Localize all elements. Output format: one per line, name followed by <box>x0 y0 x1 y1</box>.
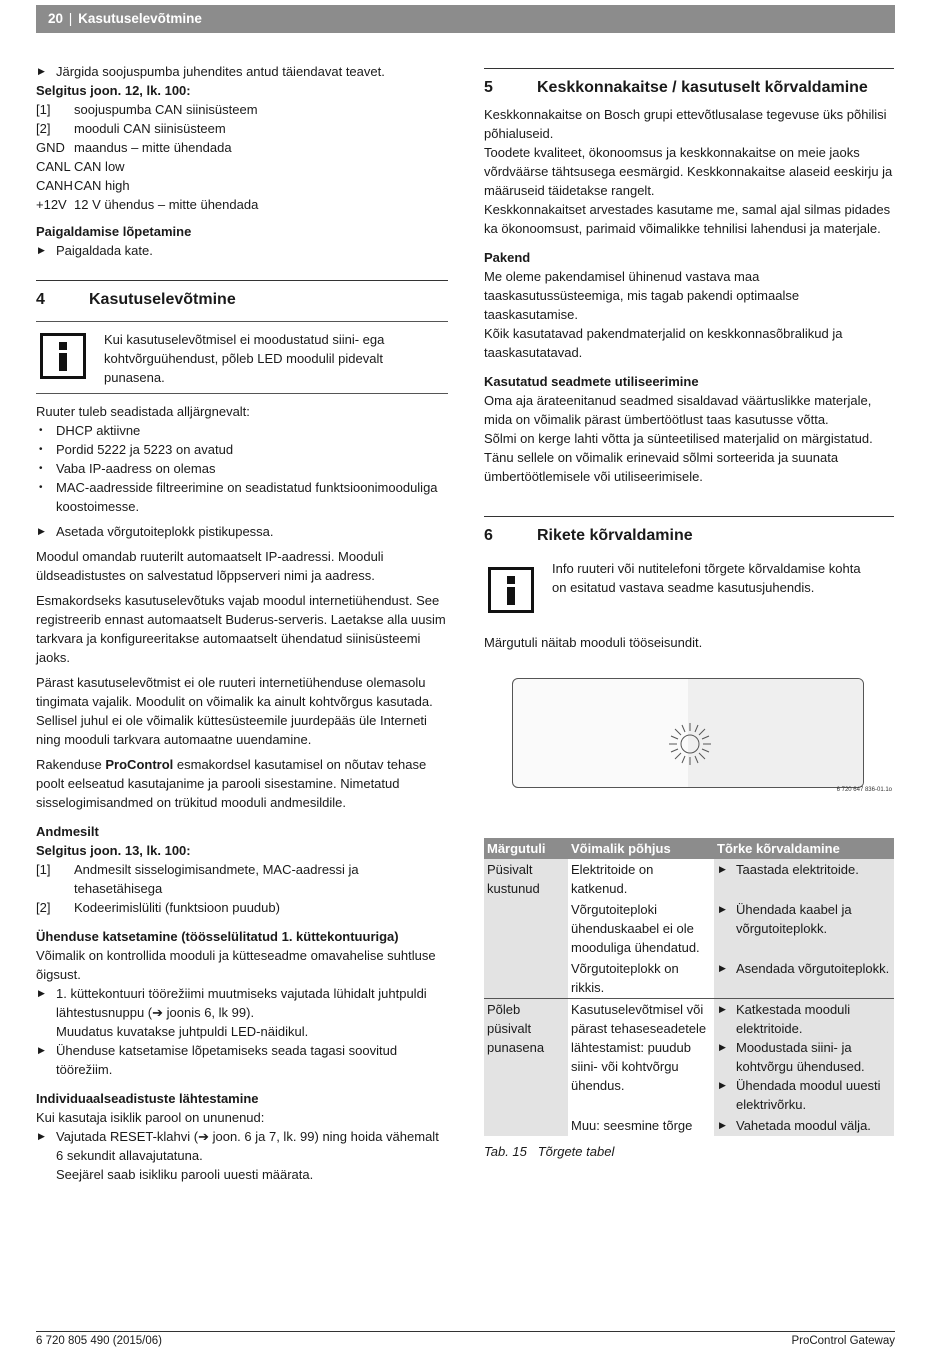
legend-item: CANH CAN high <box>36 178 130 193</box>
status-cell: Püsivalt kustunud <box>484 859 568 999</box>
paragraph: Kõik kasutatavad pakendmaterjalid on keskkonnasõbralikud ja taaskasutatavad. <box>484 326 843 360</box>
left-column <box>36 62 448 1184</box>
legend-item: [1] soojuspumba CAN siinisüsteem <box>36 102 258 117</box>
fix-cell: ▶ Ühendada kaabel ja võrgutoiteplokk. <box>714 899 894 958</box>
app-name: ProControl <box>105 757 174 772</box>
cause-cell: Muu: seesmine tõrge <box>571 1118 693 1133</box>
paragraph: Me oleme pakendamisel ühinenud vastava maa taaskasutussüsteemiga, mis tagab pakendi optimaalse taaskasutamise. <box>484 269 800 322</box>
subheading: Andmesilt <box>36 824 99 839</box>
legend-item: +12V 12 V ühendus – mitte ühendada <box>36 197 259 212</box>
table-caption: Tab. 15 Tõrgete tabel <box>484 1144 615 1159</box>
legend-list <box>36 100 448 214</box>
info-text: Info ruuteri või nutitelefoni tõrgete kõrvaldamise kohta on esitatud vastava seadme kasutusjuhendis. <box>552 561 861 595</box>
legend-item: [2] Kodeerimislüliti (funktsioon puudub) <box>36 900 280 915</box>
table-row <box>484 999 894 1116</box>
paragraph: Esmakordseks kasutuselevõtuks vajab moodul internetiühendust. See registreerib ennast automaatselt Buderus-serveris. Laetakse alla uusim tarkvara ja konfigureeritakse automaatselt ühendatud siinisüsteemi jaoks. <box>36 593 446 665</box>
info-box <box>484 559 894 613</box>
info-box <box>36 321 448 394</box>
right-column <box>484 68 894 1161</box>
page-header <box>36 5 895 33</box>
paragraph: Ruuter tuleb seadistada alljärgnevalt: <box>36 404 250 419</box>
product-name: ProControl Gateway <box>791 1335 895 1347</box>
paragraph: Toodete kvaliteet, ökonoomsus ja keskkonnakaitse on meie jaoks võrdväärse tähtsusega eesmärgid. Keskkonnakaitse alaseid eeskirju ja määruseid täidetakse rangelt. <box>484 145 893 198</box>
info-text: Kui kasutuselevõtmisel ei moodustatud siini- ega kohtvõrguühendust, põleb LED moodulil pidevalt punasena. <box>104 332 385 385</box>
subheading: Paigaldamise lõpetamine <box>36 224 192 239</box>
bullet-item: • Vaba IP-aadress on olemas <box>36 459 448 478</box>
table-row <box>484 859 894 899</box>
info-icon <box>40 333 86 379</box>
document-number: 6 720 805 490 (2015/06) <box>36 1335 162 1347</box>
led-sun-icon <box>665 719 715 769</box>
paragraph: Moodul omandab ruuterilt automaatselt IP-aadressi. Mooduli üldseadistustes on salvestatud lõppserveri nimi ja aadress. <box>36 549 384 583</box>
cause-cell: Kasutuselevõtmisel või pärast tehaseseadetele lähtestamist: puudub siini- või kohtvõrgu ühendus. <box>568 999 714 1116</box>
module-front-panel <box>512 678 864 788</box>
page-footer <box>36 1331 895 1347</box>
section-heading-5: 5 Keskkonnakaitse / kasutuselt kõrvaldamine <box>484 68 894 99</box>
subheading: Kasutatud seadmete utiliseerimine <box>484 374 699 389</box>
legend-item: [1] Andmesilt sisselogimisandmete, MAC-aadressi ja tehasetähisega <box>36 862 359 896</box>
header-title: Kasutuselevõtmine <box>78 11 202 26</box>
page-number: 20 <box>48 11 64 26</box>
section-heading-6: 6 Rikete kõrvaldamine <box>484 516 894 547</box>
column-header: Märgutuli <box>484 838 568 859</box>
paragraph: Kui kasutaja isiklik parool on ununenud: <box>36 1110 265 1125</box>
bullet-item: • DHCP aktiivne <box>36 421 448 440</box>
legend-title: Selgitus joon. 13, lk. 100: <box>36 843 191 858</box>
instruction-step: ▶ Järgida soojuspumba juhendites antud täiendavat teavet. <box>36 62 448 81</box>
table-header-row <box>484 838 894 859</box>
subheading: Pakend <box>484 250 531 265</box>
module-led-figure <box>484 672 894 802</box>
paragraph: Pärast kasutuselevõtmist ei ole ruuteri internetiühenduse olemasolu tingimata vajalik. Moodulit on võimalik ka ainult kohtvõrgus kasutada. Sellisel juhul ei ole võimalik küttesüsteemile juurdepääs üle Interneti ning mooduli tarkvara automaatne uuendamine. <box>36 675 433 747</box>
subheading: Individuaalseadistuste lähtestamine <box>36 1091 259 1106</box>
fix-cell: ▶ Taastada elektritoide. <box>714 859 894 899</box>
column-header: Tõrke kõrvaldamine <box>714 838 894 859</box>
column-header: Võimalik põhjus <box>568 838 714 859</box>
fix-cell: ▶ Vahetada moodul välja. <box>714 1115 894 1136</box>
paragraph: Oma aja ärateenitanud seadmed sisaldavad väärtuslikke materjale, mida on võimalik pärast ümbertöötlust taas kasutusse võtta. <box>484 393 872 427</box>
paragraph: Rakenduse ProControl esmakordsel kasutamisel on nõutav tehase poolt eelseatud kasutajanime ja parooli sisestamine. Nimetatud sisselogimisandmed on trükitud mooduli andmesildile. <box>36 757 427 810</box>
subheading: Ühenduse katsetamine (töösselülitatud 1. küttekontuuriga) <box>36 929 399 944</box>
fault-table <box>484 838 894 1136</box>
legend-item: GND maandus – mitte ühendada <box>36 140 232 155</box>
paragraph: Märgutuli näitab mooduli tööseisundit. <box>484 635 703 650</box>
legend-item: CANL CAN low <box>36 159 125 174</box>
figure-code: 6 720 647 836-01.1o <box>836 787 892 793</box>
instruction-step: ▶ Ühenduse katsetamise lõpetamiseks seada tagasi soovitud töörežiim. <box>36 1041 448 1079</box>
paragraph: Keskkonnakaitset arvestades kasutame me, samal ajal silmas pidades ka ökonoomsust, parimaid võimalikke tehnilisi lahendusi ja materjale. <box>484 202 891 236</box>
header-separator: | <box>68 11 73 26</box>
legend-title: Selgitus joon. 12, lk. 100: <box>36 83 191 98</box>
fix-cell: ▶ Asendada võrgutoiteplokk. <box>714 958 894 999</box>
instruction-step: ▶ 1. küttekontuuri töörežiimi muutmiseks vajutada lühidalt juhtpuldi lähtestusnuppu (➔ joonis 6, lk 99). Muudatus kuvatakse juhtpuldi LED-näidikul. <box>36 984 448 1041</box>
cause-cell: Võrgutoiteploki ühenduskaabel ei ole mooduliga ühendatud. <box>571 902 700 955</box>
fix-cell: ▶ Katkestada mooduli elektritoide. ▶ Moodustada siini- ja kohtvõrgu ühendused. ▶ Ühendada moodul uuesti elektrivõrku. <box>714 999 894 1116</box>
paragraph: Sõlmi on kerge lahti võtta ja sünteetilised materjalid on märgistatud. Tänu sellele on võimalik erinevaid sõlmi sorteerida ja suunata ümbertöötlemisele või utiliseerimisele. <box>484 431 873 484</box>
status-cell: Põleb püsivalt punasena <box>484 999 568 1137</box>
info-icon <box>488 567 534 613</box>
bullet-item: • MAC-aadresside filtreerimine on seadistatud funktsioonimooduliga koostoimesse. <box>36 478 448 516</box>
paragraph: Võimalik on kontrollida mooduli ja kütteseadme omavahelise suhtluse õigsust. <box>36 948 436 982</box>
cause-cell: Elektritoide on katkenud. <box>571 862 654 896</box>
cause-cell: Võrgutoiteplokk on rikkis. <box>571 961 679 995</box>
paragraph: Keskkonnakaitse on Bosch grupi ettevõtlusalase tegevuse üks põhilisi põhialuseid. <box>484 107 887 141</box>
bullet-item: • Pordid 5222 ja 5223 on avatud <box>36 440 448 459</box>
instruction-step: ▶ Paigaldada kate. <box>36 241 448 260</box>
legend-item: [2] mooduli CAN siinisüsteem <box>36 121 226 136</box>
section-heading-4: 4 Kasutuselevõtmine <box>36 280 448 311</box>
instruction-step: ▶ Asetada võrgutoiteplokk pistikupessa. <box>36 522 448 541</box>
instruction-step: ▶ Vajutada RESET-klahvi (➔ joon. 6 ja 7, lk. 99) ning hoida vähemalt 6 sekundit allavajutatuna. Seejärel saab isikliku parooli uuesti määrata. <box>36 1127 448 1184</box>
